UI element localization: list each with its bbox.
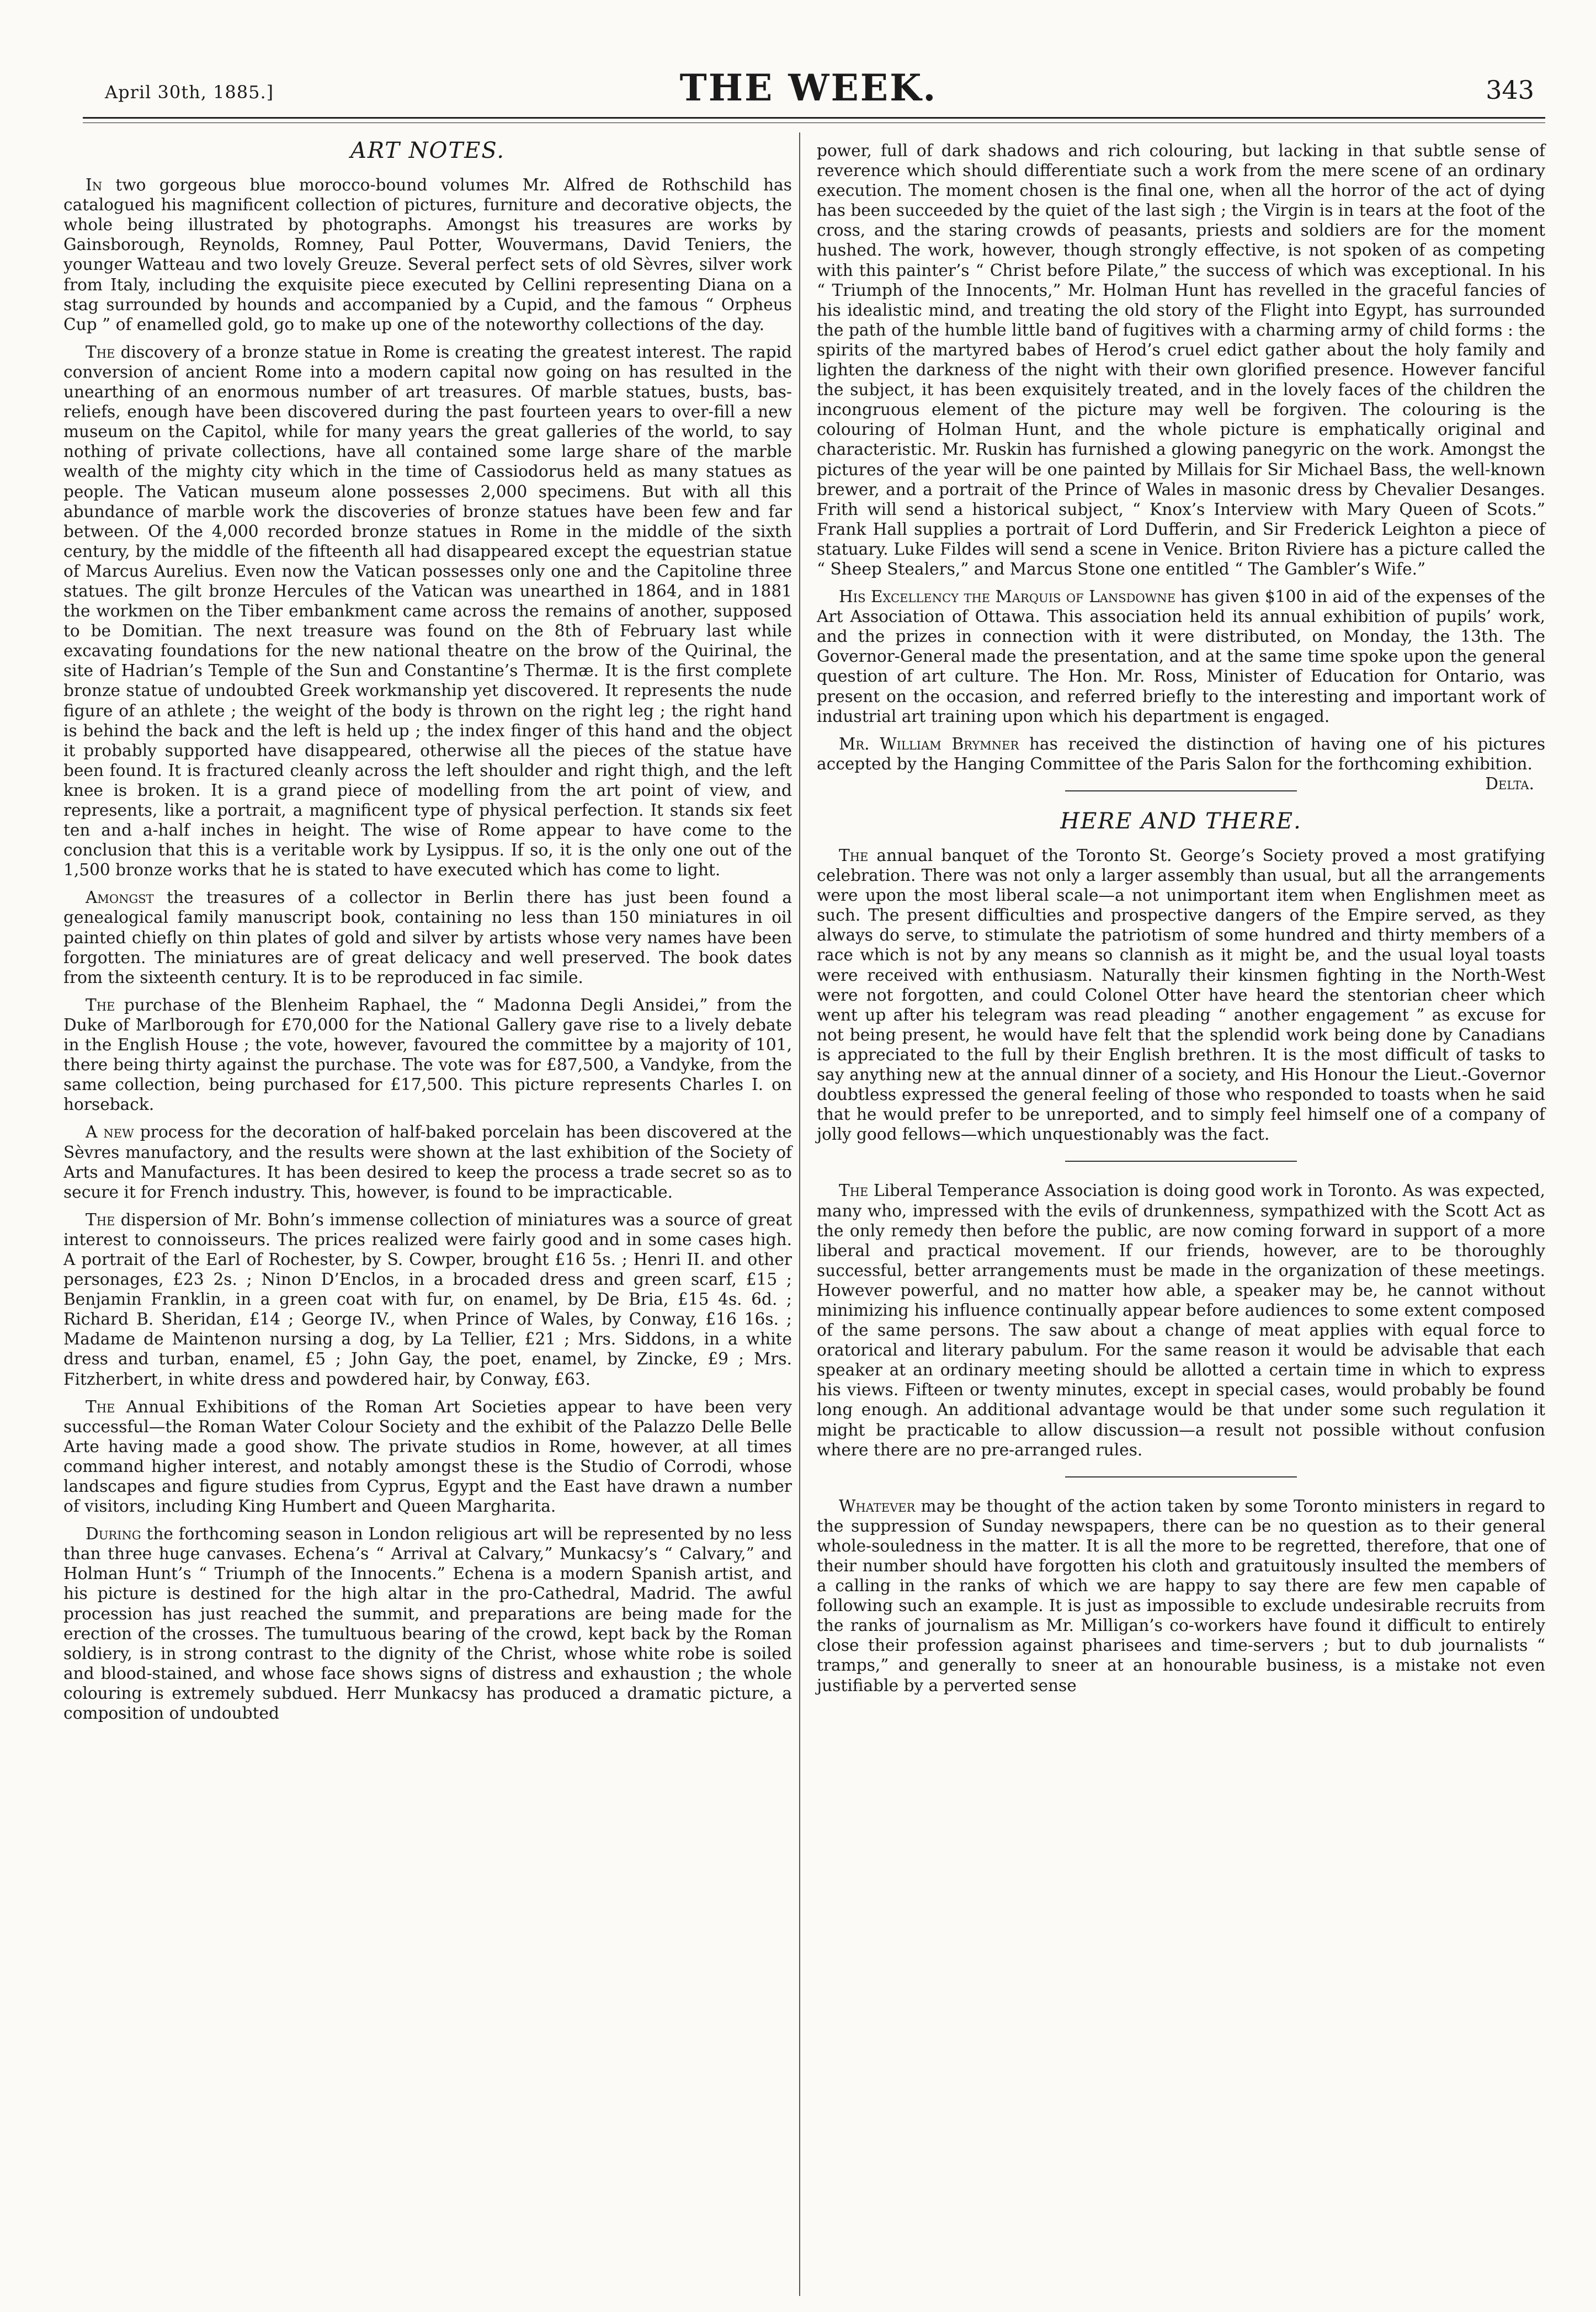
paragraph-text: the forthcoming season in London religious art will be represented by no less than three huge canvases. Echena’s “ Arrival at Calvary,” Munkacsy’s “ Calvary,” and Holman Hunt’s “ Triumph of the Innocents.” Echena is a modern Spanish artist, and his picture is destined for the high altar in the pro-Cathedral, Madrid. The awful procession has just reached the summit, and preparations are being made for the erection of the crosses. The tumultuous bearing of the crowd, kept back by the Roman soldiery, is in strong contrast to the dignity of the Christ, whose white robe is soiled and blood-stained, and whose face shows signs of distress and exhaustion ; the whole colouring is extremely subdued. Herr Munkacsy has produced a dramatic picture, a composition of undoubted bbox=[63, 1524, 792, 1723]
article-paragraph bbox=[63, 1397, 792, 1517]
article-paragraph bbox=[817, 587, 1545, 726]
article-paragraph bbox=[63, 175, 792, 334]
paragraph-text: process for the decoration of half-baked porcelain has been discovered at the Sèvres manufactory, and the results were shown at the last exhibition of the Society of Arts and Manufactures. It has been desired to keep the process a trade secret so as to secure it for French industry. This, however, is found to be impracticable. bbox=[63, 1123, 792, 1202]
here-and-there-heading: HERE AND THERE. bbox=[1060, 808, 1302, 834]
paragraph-text: may be thought of the action taken by some Toronto ministers in regard to the suppression of Sunday newspapers, there can be no question as to their general whole-souledness in the matter. It is all the more to be regretted, therefore, that one of their number should have forgotten his cloth and gratuitously insulted the members of a calling in the ranks of which we are happy to say there are few men capable of following such an example. It is just as impossible to exclude undesirable recruits from the ranks of journalism as Mr. Milligan’s co-workers have found it difficult to entirely close their profession against pharisees and time-servers ; but to dub journalists “ tramps,” and generally to sneer at an honourable business, is a mistake not even justifiable by a perverted sense bbox=[817, 1496, 1545, 1695]
item-divider bbox=[1065, 1161, 1297, 1162]
paragraph-text: the treasures of a collector in Berlin there has just been found a genealogical family manuscript book, containing no less than 150 miniatures in oil painted chiefly on thin plates of gold and silver by artists whose very names have been forgotten. The miniatures are of great delicacy and well preserved. The book dates from the sixteenth century. It is to be reproduced in fac simile. bbox=[63, 888, 792, 987]
paragraph-text: purchase of the Blenheim Raphael, the “ Madonna Degli Ansidei,” from the Duke of Marlborough for £70,000 for the National Gallery gave rise to a lively debate in the English House ; the vote, however, favoured the committee by a majority of 101, there being thirty against the purchase. The vote was for £87,500, a Vandyke, from the same collection, being purchased for £17,500. This picture represents Charles I. on horseback. bbox=[63, 995, 792, 1114]
art-notes-heading: ART NOTES. bbox=[350, 138, 506, 163]
page-number: 343 bbox=[1486, 75, 1534, 105]
masthead-title: THE WEEK. bbox=[679, 66, 938, 109]
item-divider bbox=[1065, 1476, 1297, 1477]
article-paragraph bbox=[63, 1122, 792, 1202]
article-paragraph bbox=[817, 1496, 1545, 1696]
paragraph-lead: The bbox=[86, 342, 115, 362]
continued-paragraph: power, full of dark shadows and rich colouring, but lacking in that subtle sense of reverence which should differentiate such a work from the mere scene of an ordinary execution. The moment chosen is the final one, when all the horror of the act of dying has been succeeded by the quiet of the last sigh ; the Virgin is in tears at the foot of the cross, and the staring crowds of peasants, priests and soldiers are for the moment hushed. The work, however, though strongly effective, is not spoken of as competing with this painter’s “ Christ before Pilate,” the success of which was exceptional. In his “ Triumph of the Innocents,” Mr. Holman Hunt has revelled in the graceful fancies of his idealistic mind, and treating the old story of the Flight into Egypt, has surrounded the path of the humble little band of fugitives with a charming army of child forms : the spirits of the martyred babes of Herod’s cruel edict gather about the holy family and lighten the darkness of the night with their own glorified presence. However fanciful the subject, it has been exquisitely treated, and in the lovely faces of the children the incongruous element of the picture may well be forgiven. The colouring is the colouring of Holman Hunt, and the whole picture is emphatically original and characteristic. Mr. Ruskin has furnished a glowing panegyric on the work. Amongst the pictures of the year will be one painted by Millais for Sir Michael Bass, the well-known brewer, and a portrait of the Prince of Wales in masonic dress by Chevalier Desanges. Frith will send a historical subject, “ Knox’s Interview with Mary Queen of Scots.” Frank Hall supplies a portrait of Lord Dufferin, and Sir Frederick Leighton a piece of statuary. Luke Fildes will send a scene in Venice. Briton Riviere has a picture called the “ Sheep Stealers,” and Marcus Stone one entitled “ The Gambler’s Wife.” bbox=[817, 141, 1545, 578]
paragraph-text: two gorgeous blue morocco-bound volumes Mr. Alfred de Rothschild has catalogued his magnificent collection of pictures, furniture and decorative objects, the whole being illustrated by photographs. Amongst his treasures are works by Gainsborough, Reynolds, Romney, Paul Potter, Wouvermans, David Teniers, the younger Watteau and two lovely Greuze. Several perfect sets of old Sèvres, silver work from Italy, including the exquisite piece executed by Cellini representing Diana on a stag surrounded by hounds and accompanied by a Cupid, and the famous “ Orpheus Cup ” of enamelled gold, go to make up one of the noteworthy collections of the day. bbox=[63, 176, 792, 334]
article-paragraph bbox=[63, 1210, 792, 1389]
author-signoff: Delta. bbox=[1485, 774, 1534, 793]
paragraph-lead: A new bbox=[86, 1123, 134, 1142]
paragraph-text: Liberal Temperance Association is doing good work in Toronto. As was expected, many who, impressed with the evils of drunkenness, sympathized with the Scott Act as the only remedy then before the public, are now coming forward in support of a more liberal and practical movement. If our friends, however, are to be thoroughly successful, better arrangements must be made in the organization of these meetings. However powerful, and no matter how able, a speaker may be, he cannot without minimizing his influence continually appear before audiences to some extent composed of the same persons. The saw about a change of meat applies with equal force to oratorical and literary pabulum. For the same reason it would be advisable that each speaker at an ordinary meeting should be allotted a certain time in which to express his views. Fifteen or twenty minutes, except in special cases, would probably be found long enough. An additional advantage would be that under some such regulation it might be practicable to allow discussion—a result not possible without confusion where there are no pre-arranged rules. bbox=[817, 1181, 1545, 1459]
article-paragraph bbox=[63, 995, 792, 1115]
paragraph-lead: In bbox=[86, 176, 103, 195]
paragraph-text: Annual Exhibitions of the Roman Art Societies appear to have been very successful—the Roman Water Colour Society and the exhibit of the Palazzo Delle Belle Arte having made a good show. The private studios in Rome, however, at all times command higher interest, and notably amongst these is the Studio of Corrodi, whose landscapes and figure studies from Cyprus, Egypt and the East have drawn a number of visitors, including King Humbert and Queen Margharita. bbox=[63, 1397, 792, 1516]
left-column bbox=[63, 138, 792, 1731]
paragraph-text: has given $100 in aid of the expenses of the Art Association of Ottawa. This association held its annual exhibition of pupils’ work, and the prizes in connection with it were distributed, on Monday, the 13th. The Governor-General made the presentation, and at the same time spoke upon the general question of art culture. The Hon. Mr. Ross, Minister of Education for Ontario, was present on the occasion, and referred briefly to the interesting and important work of industrial art training upon which his department is engaged. bbox=[817, 587, 1545, 726]
header-rule-top bbox=[83, 117, 1545, 119]
right-column bbox=[817, 141, 1545, 1703]
paragraph-text: has received the distinction of having one of his pictures accepted by the Hanging Committee of the Paris Salon for the forthcoming exhibition. bbox=[817, 734, 1546, 773]
issue-date: April 30th, 1885.] bbox=[105, 82, 274, 103]
paragraph-text: annual banquet of the Toronto St. George’s Society proved a most gratifying celebration. There was not only a larger assembly than usual, but all the arrangements were upon the most liberal scale—a not unimportant item when Englishmen meet as such. The present difficulties and prospective dangers of the Empire served, as they always do serve, to stimulate the patriotism of some hundred and thirty members of a race which is not by any means so clannish as it might be, and the usual loyal toasts were received with enthusiasm. Naturally their kinsmen fighting in the North-West were not forgotten, and could Colonel Otter have heard the stentorian cheer which went up after his telegram was read pleading “ another engagement ” as excuse for not being present, he would have felt that the splendid work being done by Canadians is appreciated to the full by their English brethren. It is the most difficult of tasks to say anything new at the annual dinner of a society, and His Honour the Lieut.-Governor doubtless expressed the general feeling of those who responded to toasts when he said that he would prefer to be unreported, and to simply feel himself one of a company of jolly good fellows—which unquestionably was the fact. bbox=[817, 846, 1545, 1144]
column-divider bbox=[799, 132, 800, 2296]
page-header bbox=[83, 61, 1534, 116]
article-paragraph bbox=[817, 1181, 1545, 1459]
paragraph-lead: Amongst bbox=[86, 888, 154, 907]
paragraph-lead: His Excellency the Marquis of Lansdowne bbox=[839, 587, 1176, 607]
article-paragraph bbox=[817, 734, 1546, 793]
paragraph-text: dispersion of Mr. Bohn’s immense collection of miniatures was a source of great interest to connoisseurs. The prices realized were fairly good and in some cases high. A portrait of the Earl of Rochester, by S. Cowper, brought £16 5s. ; Henri II. and other personages, £23 2s. ; Ninon D’Enclos, in a brocaded dress and green scarf, £15 ; Benjamin Franklin, in a green coat with fur, on enamel, by De Bria, £15 4s. 6d. ; Richard B. Sheridan, £14 ; George IV., when Prince of Wales, by Conway, £16 16s. ; Madame de Maintenon nursing a dog, by La Tellier, £21 ; Mrs. Siddons, in a white dress and turban, enamel, £5 ; John Gay, the poet, enamel, by Zincke, £9 ; Mrs. Fitzherbert, in white dress and powdered hair, by Conway, £63. bbox=[63, 1210, 792, 1389]
paragraph-lead: Mr. William Brymner bbox=[839, 734, 1019, 753]
article-paragraph bbox=[817, 846, 1545, 1144]
paragraph-lead: During bbox=[86, 1524, 141, 1544]
paragraph-lead: The bbox=[839, 846, 869, 865]
section-divider bbox=[1065, 790, 1297, 791]
paragraph-lead: The bbox=[86, 1397, 115, 1416]
paragraph-lead: The bbox=[839, 1181, 869, 1200]
paragraph-lead: The bbox=[86, 1210, 115, 1229]
paragraph-text: discovery of a bronze statue in Rome is creating the greatest interest. The rapid conversion of ancient Rome into a modern capital now going on has resulted in the unearthing of an enormous number of art treasures. Of marble statues, busts, bas-reliefs, enough have been discovered during the past fourteen years to over-fill a new museum on the Capitol, while for many years the great galleries of the world, to say nothing of private collections, have all contained some large share of the marble wealth of the mighty city which in the time of Cassiodorus held as many statues as people. The Vatican museum alone possesses 2,000 specimens. But with all this abundance of marble work the discoveries of bronze statues have been few and far between. Of the 4,000 recorded bronze statues in Rome in the middle of the sixth century, by the middle of the fifteenth all had disappeared except the equestrian statue of Marcus Aurelius. Even now the Vatican possesses only one and the Capitoline three statues. The gilt bronze Hercules of the Vatican was unearthed in 1864, and in 1881 the workmen on the Tiber embankment came across the remains of another, supposed to be Domitian. The next treasure was found on the 8th of February last while excavating foundations for the new national theatre on the brow of the Quirinal, the site of Hadrian’s Temple of the Sun and Constantine’s Thermæ. It is the first complete bronze statue of undoubted Greek workmanship yet discovered. It represents the nude figure of an athlete ; the weight of the body is thrown on the right leg ; the right hand is behind the back and the left is held up ; the index finger of this hand and the object it probably supported have disappeared, otherwise all the pieces of the statue have been found. It is fractured cleanly across the left shoulder and right thigh, and the left knee is broken. It is a grand piece of modelling from the art point of view, and represents, like a portrait, a magnificent type of physical perfection. It stands six feet ten and a-half inches in height. The wise of Rome appear to have come to the conclusion that this is a veritable work by Lysippus. If so, it is the only one out of the 1,500 bronze works that he is stated to have executed which has come to light. bbox=[63, 342, 792, 880]
article-paragraph bbox=[63, 1524, 792, 1723]
paragraph-lead: Whatever bbox=[839, 1496, 916, 1516]
article-paragraph bbox=[63, 342, 792, 880]
article-paragraph bbox=[63, 887, 792, 987]
paragraph-lead: The bbox=[86, 995, 115, 1014]
